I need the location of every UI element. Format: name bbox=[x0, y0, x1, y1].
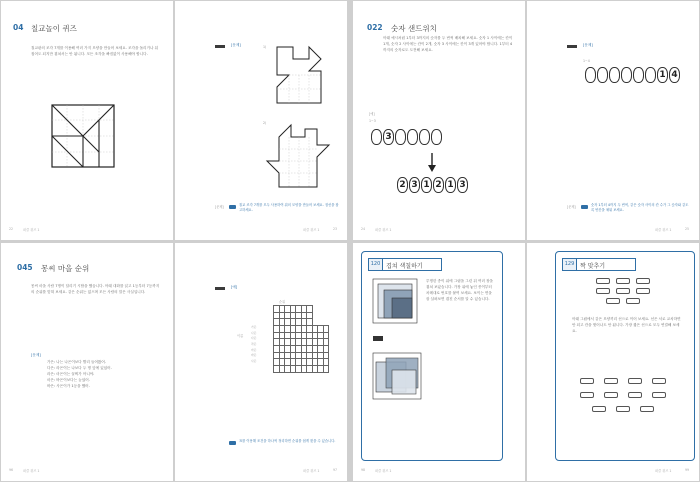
match-tile bbox=[604, 378, 618, 384]
match-tile bbox=[580, 392, 594, 398]
logic-grid-top bbox=[273, 305, 313, 326]
grid-row-label: 나은 bbox=[251, 330, 257, 335]
grid-header-name: 이름 bbox=[237, 334, 244, 338]
overlap-figure-1 bbox=[372, 278, 418, 348]
page-tangram-intro bbox=[1, 1, 173, 240]
match-tile bbox=[616, 406, 630, 412]
sandwich-cell: 2 bbox=[397, 177, 408, 193]
puzzle-title: 몽씨 마을 순위 bbox=[41, 264, 90, 273]
puzzle-header bbox=[562, 258, 636, 271]
match-tile bbox=[628, 392, 642, 398]
grid-row-label: 사은 bbox=[251, 359, 257, 364]
sandwich-cell bbox=[621, 67, 632, 83]
grid-row-label: 바은 bbox=[251, 353, 257, 358]
puzzle-body: 아래 예시처럼 1부터 3까지의 숫자를 두 번씩 배치해 보세요. 숫자 1 사이에는 칸이 1개, 숫자 2 사이에는 칸이 2개, 숫자 3 사이에는 칸이 3개 있어야 합니다. 1부터 4까지의 숫자로도 도전해 보세요. bbox=[383, 36, 513, 52]
clue-line: 바은: 사은이가 1등을 했어. bbox=[47, 384, 90, 388]
grid-header-rank: 순위 bbox=[279, 300, 286, 304]
match-tile bbox=[636, 278, 650, 284]
section-bar bbox=[215, 287, 225, 290]
example-range: 1~3 bbox=[369, 119, 376, 123]
page-number: 22 bbox=[9, 227, 14, 231]
question-1-marker: 1) bbox=[263, 45, 267, 49]
page-number: 25 bbox=[685, 227, 690, 231]
sandwich-cell: 3 bbox=[383, 129, 394, 145]
answer-badge bbox=[229, 441, 236, 445]
clue-line: 라은: 마은이는 꼴찌가 아니야. bbox=[47, 372, 95, 376]
logic-grid-main bbox=[273, 325, 329, 373]
sandwich-cell bbox=[419, 129, 430, 145]
page-tangram-problems bbox=[175, 1, 347, 240]
sandwich-cell bbox=[633, 67, 644, 83]
clue-line: 다은: 라은이는 나보다 두 명 앞에 있었어. bbox=[47, 366, 112, 370]
page-village-ranking bbox=[1, 243, 173, 481]
clue-line: 가은: 나는 나은이보다 빨리 들어왔어. bbox=[47, 360, 106, 364]
puzzle-number: 045 bbox=[17, 263, 33, 272]
example-label: [예] bbox=[231, 285, 238, 289]
sandwich-cell bbox=[371, 129, 382, 145]
puzzle-title: 숫자 샌드위치 bbox=[391, 24, 437, 33]
example-label: [예] bbox=[369, 112, 375, 116]
sandwich-cell: 2 bbox=[433, 177, 444, 193]
clue-list bbox=[47, 359, 165, 389]
sandwich-cell: 1 bbox=[657, 67, 668, 83]
page-overlap-coloring bbox=[353, 243, 525, 481]
sandwich-cell bbox=[585, 67, 596, 83]
answer-badge bbox=[581, 205, 588, 209]
match-tile bbox=[596, 288, 610, 294]
grid-row-label: 가은 bbox=[251, 325, 257, 329]
running-footer: 퍼즐 퀴즈 1 bbox=[655, 469, 672, 473]
puzzle-header bbox=[368, 258, 442, 271]
puzzle-title: 칠교놀이 퀴즈 bbox=[31, 24, 77, 33]
tangram-shape-1 bbox=[269, 45, 327, 105]
page-number: 99 bbox=[685, 468, 690, 472]
side-label: [문제] bbox=[215, 205, 224, 209]
question-2-marker: 2) bbox=[263, 121, 267, 125]
running-footer: 퍼즐 퀴즈 1 bbox=[375, 228, 392, 232]
tangram-shape-2 bbox=[265, 123, 331, 189]
problem-label: [문제] bbox=[231, 43, 241, 47]
page-matching bbox=[527, 243, 699, 481]
answer-badge bbox=[229, 205, 236, 209]
problem-label: [문제] bbox=[583, 43, 593, 47]
puzzle-number: 129 bbox=[563, 259, 577, 270]
problem-note: 숫자 1부터 4까지 두 번씩, 같은 숫자 사이의 칸 수가 그 숫자와 같도록 빈칸을 채워 보세요. bbox=[591, 203, 689, 212]
page-ranking-grid bbox=[175, 243, 347, 481]
match-tile bbox=[580, 378, 594, 384]
page-number-sandwich-problem bbox=[527, 1, 699, 240]
match-tile bbox=[652, 392, 666, 398]
match-tile bbox=[628, 378, 642, 384]
running-footer: 퍼즐 퀴즈 1 bbox=[23, 228, 40, 232]
match-tile bbox=[596, 278, 610, 284]
puzzle-number: 022 bbox=[367, 23, 383, 32]
page-number: 96 bbox=[9, 468, 14, 472]
puzzle-number: 04 bbox=[13, 23, 24, 32]
page-number: 97 bbox=[333, 468, 338, 472]
grid-row-labels bbox=[251, 325, 273, 365]
match-tile bbox=[640, 406, 654, 412]
arrow-down-icon bbox=[427, 153, 437, 173]
problem-note: 칠교 조각 7개를 모두 사용하여 위의 모양을 만들어 보세요. 점선을 참고하세요. bbox=[239, 203, 339, 212]
puzzle-body: 투명한 종이 위에 그림을 그린 뒤 여러 장을 겹쳐 보았습니다. 가장 위에 놓인 종이부터 차례대로 번호를 붙여 보세요. 보이는 면을 잘 살펴보면 겹친 순서를 알 수 있습니다. bbox=[426, 279, 494, 301]
page-number: 98 bbox=[361, 468, 366, 472]
problem-label: [문제] bbox=[31, 353, 41, 357]
tangram-square-figure bbox=[51, 104, 115, 168]
match-tile bbox=[616, 278, 630, 284]
puzzle-frame bbox=[361, 251, 503, 461]
sandwich-cell: 3 bbox=[409, 177, 420, 193]
side-label: [문제] bbox=[567, 205, 576, 209]
grid-row-label: 라은 bbox=[251, 342, 257, 347]
overlap-figure-2 bbox=[372, 352, 422, 400]
match-tile bbox=[592, 406, 606, 412]
grid-row-label: 다은 bbox=[251, 336, 257, 341]
running-footer: 퍼즐 퀴즈 1 bbox=[375, 469, 392, 473]
sandwich-cell bbox=[609, 67, 620, 83]
page-number: 24 bbox=[361, 227, 366, 231]
grid-note: 표를 이용해 조건을 하나씩 정리하면 순위를 쉽게 찾을 수 있습니다. bbox=[239, 439, 336, 443]
sandwich-cell bbox=[597, 67, 608, 83]
match-tile bbox=[606, 298, 620, 304]
puzzle-body: 아래 그림에서 같은 모양끼리 선으로 이어 보세요. 선은 서로 교차하면 안 되고 칸을 벗어나도 안 됩니다. 가장 짧은 선으로 모두 연결해 보세요. bbox=[572, 317, 681, 333]
clue-line: 마은: 바은이보다는 늦었어. bbox=[47, 378, 90, 382]
sandwich-cell: 4 bbox=[669, 67, 680, 83]
sandwich-cell bbox=[645, 67, 656, 83]
sandwich-cell: 1 bbox=[421, 177, 432, 193]
section-bar bbox=[567, 45, 577, 48]
problem-range: 1~4 bbox=[583, 59, 590, 63]
puzzle-title: 겹쳐 색칠하기 bbox=[386, 263, 423, 270]
running-footer: 퍼즐 퀴즈 1 bbox=[303, 228, 320, 232]
sandwich-cell bbox=[407, 129, 418, 145]
match-tile bbox=[626, 298, 640, 304]
grid-row-label: 마은 bbox=[251, 347, 257, 352]
match-tile bbox=[652, 378, 666, 384]
sandwich-cell bbox=[431, 129, 442, 145]
puzzle-number: 120 bbox=[369, 259, 383, 270]
page-number-sandwich bbox=[353, 1, 525, 240]
running-footer: 퍼즐 퀴즈 1 bbox=[303, 469, 320, 473]
match-tile bbox=[604, 392, 618, 398]
sandwich-cell: 3 bbox=[457, 177, 468, 193]
running-footer: 퍼즐 퀴즈 1 bbox=[655, 228, 672, 232]
puzzle-frame bbox=[555, 251, 695, 461]
page-number: 23 bbox=[333, 227, 338, 231]
sandwich-cell: 1 bbox=[445, 177, 456, 193]
puzzle-title: 짝 맞추기 bbox=[580, 263, 606, 270]
match-tile bbox=[636, 288, 650, 294]
running-footer: 퍼즐 퀴즈 1 bbox=[23, 469, 40, 473]
sandwich-cell bbox=[395, 129, 406, 145]
puzzle-body: 칠교판의 조각 7개를 이용해 여러 가지 모양을 만들어 보세요. 조각을 돌리거나 뒤집어도 되지만 겹쳐서는 안 됩니다. 모든 조각을 빠짐없이 사용해야 합니다. bbox=[31, 46, 159, 56]
match-tile bbox=[616, 288, 630, 294]
puzzle-body: 몽씨 마을 사람 7명이 달리기 시합을 했습니다. 아래 대화를 읽고 1등부터 7등까지의 순위를 맞혀 보세요. 같은 순위는 없으며 모든 사람의 말은 사실입니다. bbox=[31, 284, 160, 294]
section-bar bbox=[215, 45, 225, 48]
